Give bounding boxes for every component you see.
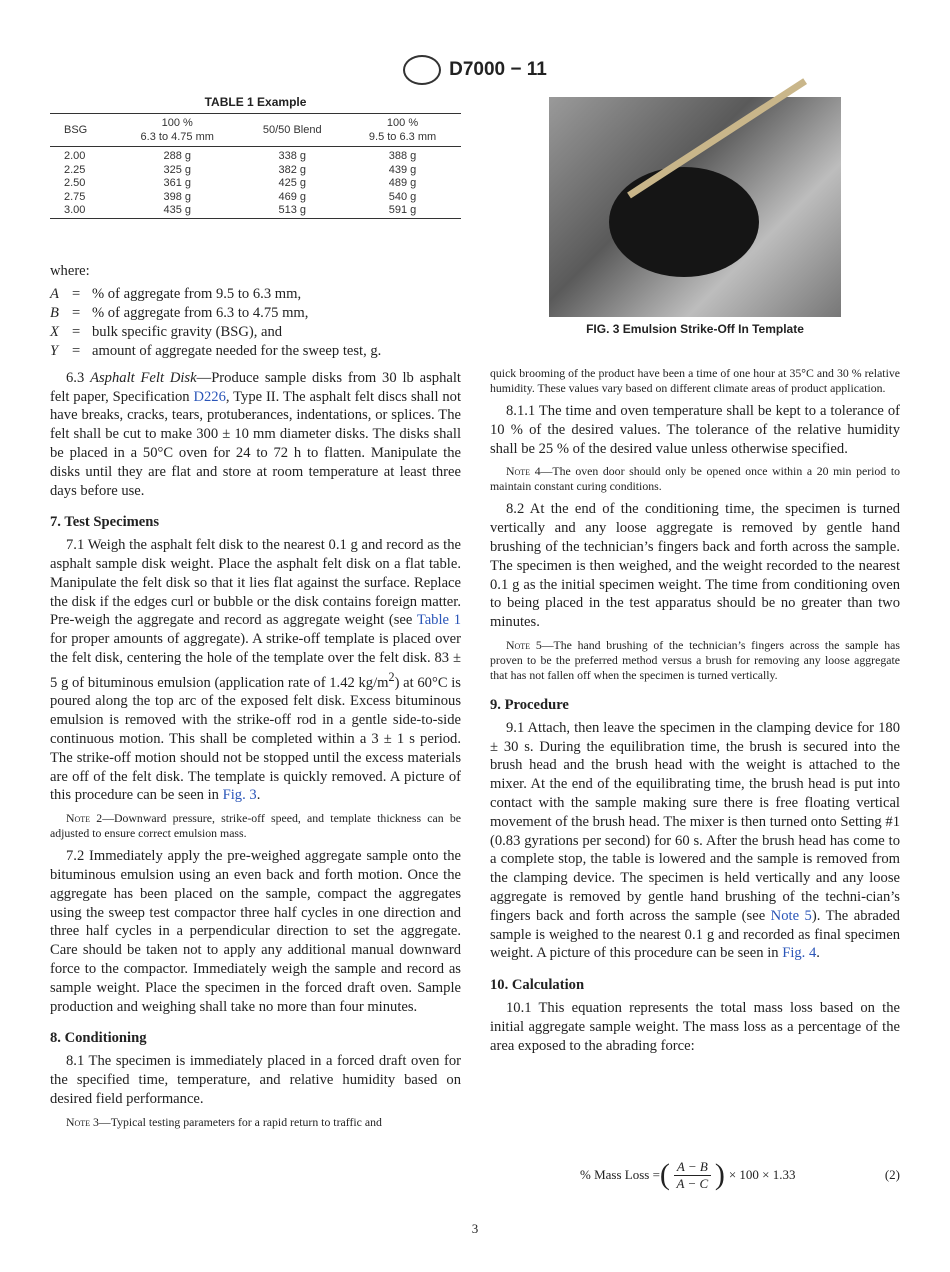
table-cell: 540 g [388, 190, 417, 203]
variable-description: % of aggregate from 6.3 to 4.75 mm, [92, 304, 309, 321]
table-row [50, 204, 461, 218]
note [50, 811, 461, 841]
note [50, 1115, 461, 1130]
text-segment: 2 [388, 669, 395, 684]
table-cell: 489 g [388, 177, 417, 190]
equals-sign: = [72, 304, 81, 321]
column-header-line: BSG [64, 124, 88, 136]
text-segment: . [816, 945, 820, 962]
note [490, 638, 900, 683]
equation-rhs: × 100 × 1.33 [728, 1167, 796, 1182]
cross-reference-link[interactable]: Note 5 [770, 907, 812, 924]
text-segment: 5—The hand brushing of the technician’s fingers across the sample has proven to be the preferred method versus a brush for removing any loose aggregate that has not fallen off when the specimen is turned vertically. [490, 637, 900, 682]
paragraph [490, 999, 900, 1055]
text-segment: Note [506, 464, 531, 479]
equation-lhs: % Mass Loss = [580, 1167, 660, 1182]
example-table [50, 113, 461, 219]
paragraph [490, 402, 900, 458]
column-header [240, 114, 344, 147]
cross-reference-link[interactable]: Fig. 3 [222, 787, 257, 804]
document-header [0, 55, 950, 85]
column-header [114, 114, 240, 147]
text-segment: ). The abraded sample is weighed to the nearest 0.1 g and recorded as final specimen weight. A picture of this procedure can be seen in [490, 907, 900, 962]
variable-description: bulk specific gravity (BSG), and [92, 323, 283, 340]
table-cell: 382 g [278, 163, 307, 176]
text-segment: 3—Typical testing parameters for a rapid return to traffic and [90, 1114, 382, 1129]
table-cell: 469 g [278, 190, 307, 203]
table-cell: 513 g [278, 204, 307, 217]
table-cell: 3.00 [64, 204, 86, 217]
text-segment: 8.1.1 The time and oven temperature shall be kept to a tolerance of 10 % of the desired values. The tolerance of the relative humidity shall be 25 % of the desired value unless otherwise specified. [490, 403, 900, 457]
variable-symbol: X [50, 323, 59, 340]
column-header [344, 114, 461, 147]
text-segment: 8.1 The specimen is immediately placed in a forced draft oven for the specified time, temperature, and relative humidity based on desired field performance. [50, 1053, 461, 1107]
column-header-line: 50/50 Blend [262, 124, 322, 136]
text-segment: Note [66, 1114, 91, 1129]
definition-item [50, 285, 461, 304]
table-cell: 388 g [388, 150, 417, 162]
cross-reference-link[interactable]: Fig. 4 [782, 945, 817, 962]
section-heading: 8. Conditioning [50, 1030, 147, 1047]
page-number: 3 [471, 1221, 479, 1236]
table-cell: 288 g [163, 150, 191, 162]
paragraph [50, 847, 461, 1016]
equals-sign: = [72, 342, 81, 359]
table-cell: 435 g [163, 204, 191, 217]
equation-2: % Mass Loss = ( $\frac{A - B}{A - C}$ ) × 100 × 1.33 (2) [580, 1158, 900, 1191]
paragraph [490, 500, 900, 632]
table-row [50, 164, 461, 178]
text-segment: Asphalt Felt Disk [90, 369, 197, 386]
column-header-line: 9.5 to 6.3 mm [368, 131, 437, 143]
table-cell: 361 g [163, 177, 191, 190]
text-segment: 7.2 Immediately apply the pre-weighed aggregate sample onto the bituminous emulsion using an even back and forth motion. Once the aggregate has been placed on the sample, compact the aggregates using the sweep test compactor three half cycles in one direction and three half cycles in a perpendicular direction to set the aggregate. Care should be taken not to apply any additional manual downward force to the compactor. Immediately weigh the sample and record as sample weight. Place the specimen in the forced draft oven. Sample production and weighing shall take no more than four minutes. [50, 848, 461, 1015]
left-column [50, 262, 461, 1136]
equation-numerator: A − B [674, 1159, 711, 1176]
section-heading: 9. Procedure [490, 696, 569, 713]
table-cell: 2.25 [64, 163, 86, 176]
section-heading: 10. Calculation [490, 977, 585, 994]
equation-number: (2) [884, 1167, 900, 1182]
variable-symbol: B [50, 304, 59, 321]
variable-definitions [50, 285, 461, 361]
table-cell: 2.50 [64, 177, 86, 190]
table-row [50, 147, 461, 164]
text-segment: 7.1 Weigh the asphalt felt disk to the nearest 0.1 g and record as the asphalt sample disk weight. Place the asphalt felt disk on a flat table. Manipulate the felt disk so that it lies flat against the surface. Replace the disk if the edges curl or bubble or the disk contains foreign matter. Pre-weigh the aggregate and record as aggregate weight (see [50, 537, 461, 629]
figure-3-photo [549, 97, 841, 317]
table-cell: 425 g [278, 177, 307, 190]
text-segment: —Produce sample disks from 30 lb asphalt felt paper, Specification [50, 369, 461, 405]
column-header [50, 114, 114, 147]
table-header-row [50, 114, 461, 147]
note [490, 464, 900, 494]
variable-description: amount of aggregate needed for the sweep test, g. [92, 342, 382, 359]
cross-reference-link[interactable]: D226 [193, 388, 226, 405]
definition-item [50, 342, 461, 361]
note [490, 366, 900, 396]
table-title: TABLE 1 Example [204, 95, 307, 109]
table-cell: 591 g [388, 204, 417, 217]
table-cell: 2.75 [64, 190, 86, 203]
text-segment: . [256, 787, 261, 804]
definition-item [50, 323, 461, 342]
right-column [490, 366, 900, 1055]
designation: D7000 − 11 [449, 59, 547, 81]
equals-sign: = [72, 323, 81, 340]
variable-symbol: A [50, 285, 59, 302]
equation-denominator: A − C [676, 1175, 709, 1191]
text-segment: ) at 60°C is poured along the top arc of the exposed felt disk. Excess bituminous emulsion is removed with the strike-off rod in a gentle side-to-side continuous motion. This shall be completed within a 3 ± 1 s period. The strike-off motion should not be stopped until the excess materials are off of the felt disk. The template is quickly removed. A picture of this procedure can be seen in [50, 674, 461, 804]
text-segment: 10.1 This equation represents the total mass loss based on the initial aggregate sample weight. The mass loss as a percentage of the area exposed to the abrading force: [490, 999, 900, 1054]
definition-item [50, 304, 461, 323]
table-cell: 2.00 [64, 150, 86, 162]
table-cell: 439 g [388, 163, 417, 176]
variable-symbol: Y [50, 342, 59, 359]
table-cell: 325 g [163, 163, 191, 176]
text-segment: 2—Downward pressure, strike-off speed, and template thickness can be adjusted to ensure correct emulsion mass. [50, 811, 461, 841]
table-row [50, 177, 461, 191]
section-heading: 7. Test Specimens [50, 514, 160, 531]
table-cell: 398 g [163, 190, 191, 203]
table-cell: 338 g [278, 150, 307, 162]
column-header-line: 100 % [386, 117, 419, 129]
where-label: where: [50, 263, 90, 279]
paragraph [50, 536, 461, 805]
text-segment: , Type II. The asphalt felt discs shall not have breaks, cracks, tears, protuberances, indentations, or splices. The felt shall be cut to make 300 ± 10 mm diameter disks. The disks shall be placed in a 50°C oven for 24 to 72 h to flatten. Manipulate the disks until they are flat and store at room temperature at least three days before use. [50, 388, 462, 499]
text-segment: quick brooming of the product have been a time of one hour at 35°C and 30 % relative humidity. These values vary based on different climate areas of product application. [490, 366, 900, 395]
paragraph [490, 719, 900, 963]
paragraph [50, 1052, 461, 1108]
astm-logo [403, 55, 441, 85]
figure-caption: FIG. 3 Emulsion Strike-Off In Template [586, 322, 804, 336]
text-segment: for proper amounts of aggregate). A strike-off template is placed over the felt disk, centering the hole of the template over the felt disk. 83 ± 5 g of bituminous emulsion (application rate of 1.42 kg/m [50, 631, 461, 691]
equals-sign: = [72, 285, 81, 302]
equation-fraction [674, 1159, 711, 1192]
template-hole [609, 167, 759, 277]
cross-reference-link[interactable]: Table 1 [416, 612, 461, 629]
text-segment: 4—The oven door should only be opened once within a 20 min period to maintain constant curing conditions. [490, 464, 900, 494]
text-segment: 6.3 [66, 369, 91, 386]
column-header-line: 6.3 to 4.75 mm [140, 131, 214, 143]
variable-description: % of aggregate from 9.5 to 6.3 mm, [92, 285, 302, 302]
text-segment: 9.1 Attach, then leave the specimen in the clamping device for 180 ± 30 s. During the equilibration time, the brush is secured into the brush head and the brush head with the weight is attached to the mixer. At the end of the equilibrating time, the brush head is put into contact with the sample making sure there is free floating vertical movement of the brush head. The mixer is then turned onto Setting #1 (0.83 gyrations per second) for 60 s. After the brush head has come to a complete stop, the table is lowered and the sample is removed from the clamping device. The specimen is held vertically and any loose aggregate is removed by gentle hand brushing of the techni-cian’s fingers back and forth across the sample (see [490, 719, 900, 924]
table-body [50, 147, 461, 219]
table-row [50, 191, 461, 205]
text-segment: Note [506, 637, 531, 652]
text-segment: 8.2 At the end of the conditioning time, the specimen is turned vertically and any loose aggregate is removed by gentle hand brushing of the technician’s fingers back and forth across the sample. The specimen is then weighed, and the weight recorded to the nearest 0.1 g as the initial specimen weight. The time from conditioning oven to being placed in the test apparatus should be no greater than two minutes. [490, 501, 900, 631]
paragraph [50, 369, 461, 501]
column-header-line: 100 % [161, 117, 193, 129]
text-segment: Note [66, 811, 91, 826]
